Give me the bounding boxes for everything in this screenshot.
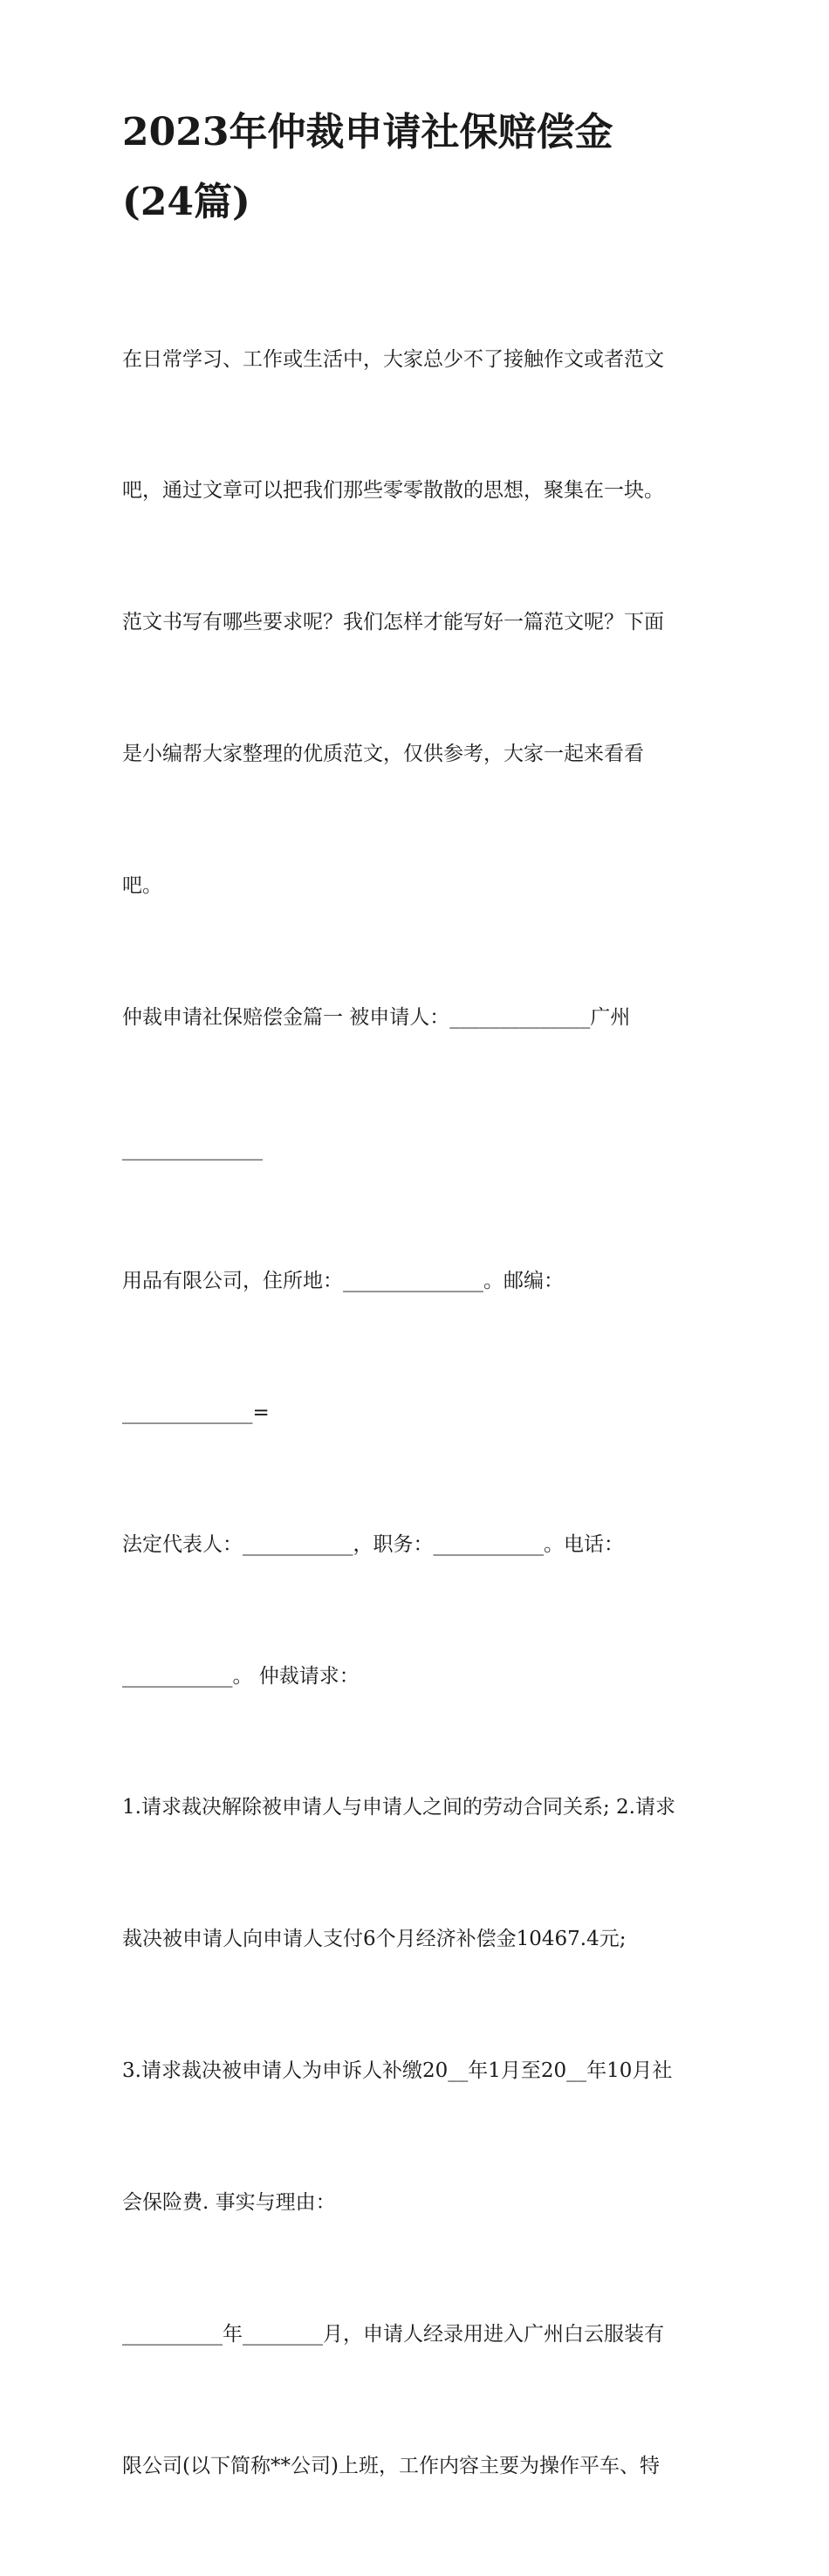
document-page [122,98,716,2576]
body-line: 限公司(以下简称**公司)上班，工作内容主要为操作平车、特 [122,2454,660,2477]
title-line-2: (24篇) [122,180,250,224]
body-line: 1.请求裁决解除被申请人与申请人之间的劳动合同关系; 2.请求 [122,1796,675,1819]
body-line: 吧。 [122,874,162,898]
body-line: ______________ [122,1137,263,1161]
body-line: 会保险费. 事实与理由： [122,2191,336,2215]
body-line: _____________= [122,1401,270,1424]
body-line: 范文书写有哪些要求呢？我们怎样才能写好一篇范文呢？下面 [122,611,664,634]
body-line: 是小编帮大家整理的优质范文，仅供参考，大家一起来看看 [122,743,644,766]
body-line: ___________。 仲裁请求： [122,1664,360,1688]
body-line: __________年________月，申请人经录用进入广州白云服装有 [122,2322,664,2346]
body-line: 用品有限公司，住所地：______________。邮编： [122,1269,564,1292]
body-line: 3.请求裁决被申请人为申诉人补缴20__年1月至20__年10月社 [122,2059,673,2083]
document-title [122,98,716,237]
title-line-1: 2023年仲裁申请社保赔偿金 [122,110,613,154]
body-line: 吧，通过文章可以把我们那些零零散散的思想，聚集在一块。 [122,479,664,503]
body-line: 裁决被申请人向申请人支付6个月经济补偿金10467.4元; [122,1928,627,1951]
body-line: 法定代表人：___________，职务：___________。电话： [122,1532,624,1556]
body-line: 在日常学习、工作或生活中，大家总少不了接触作文或者范文 [122,347,664,371]
document-body [122,250,716,2576]
body-line: 仲裁申请社保赔偿金篇一 被申请人：______________广州 [122,1006,631,1030]
